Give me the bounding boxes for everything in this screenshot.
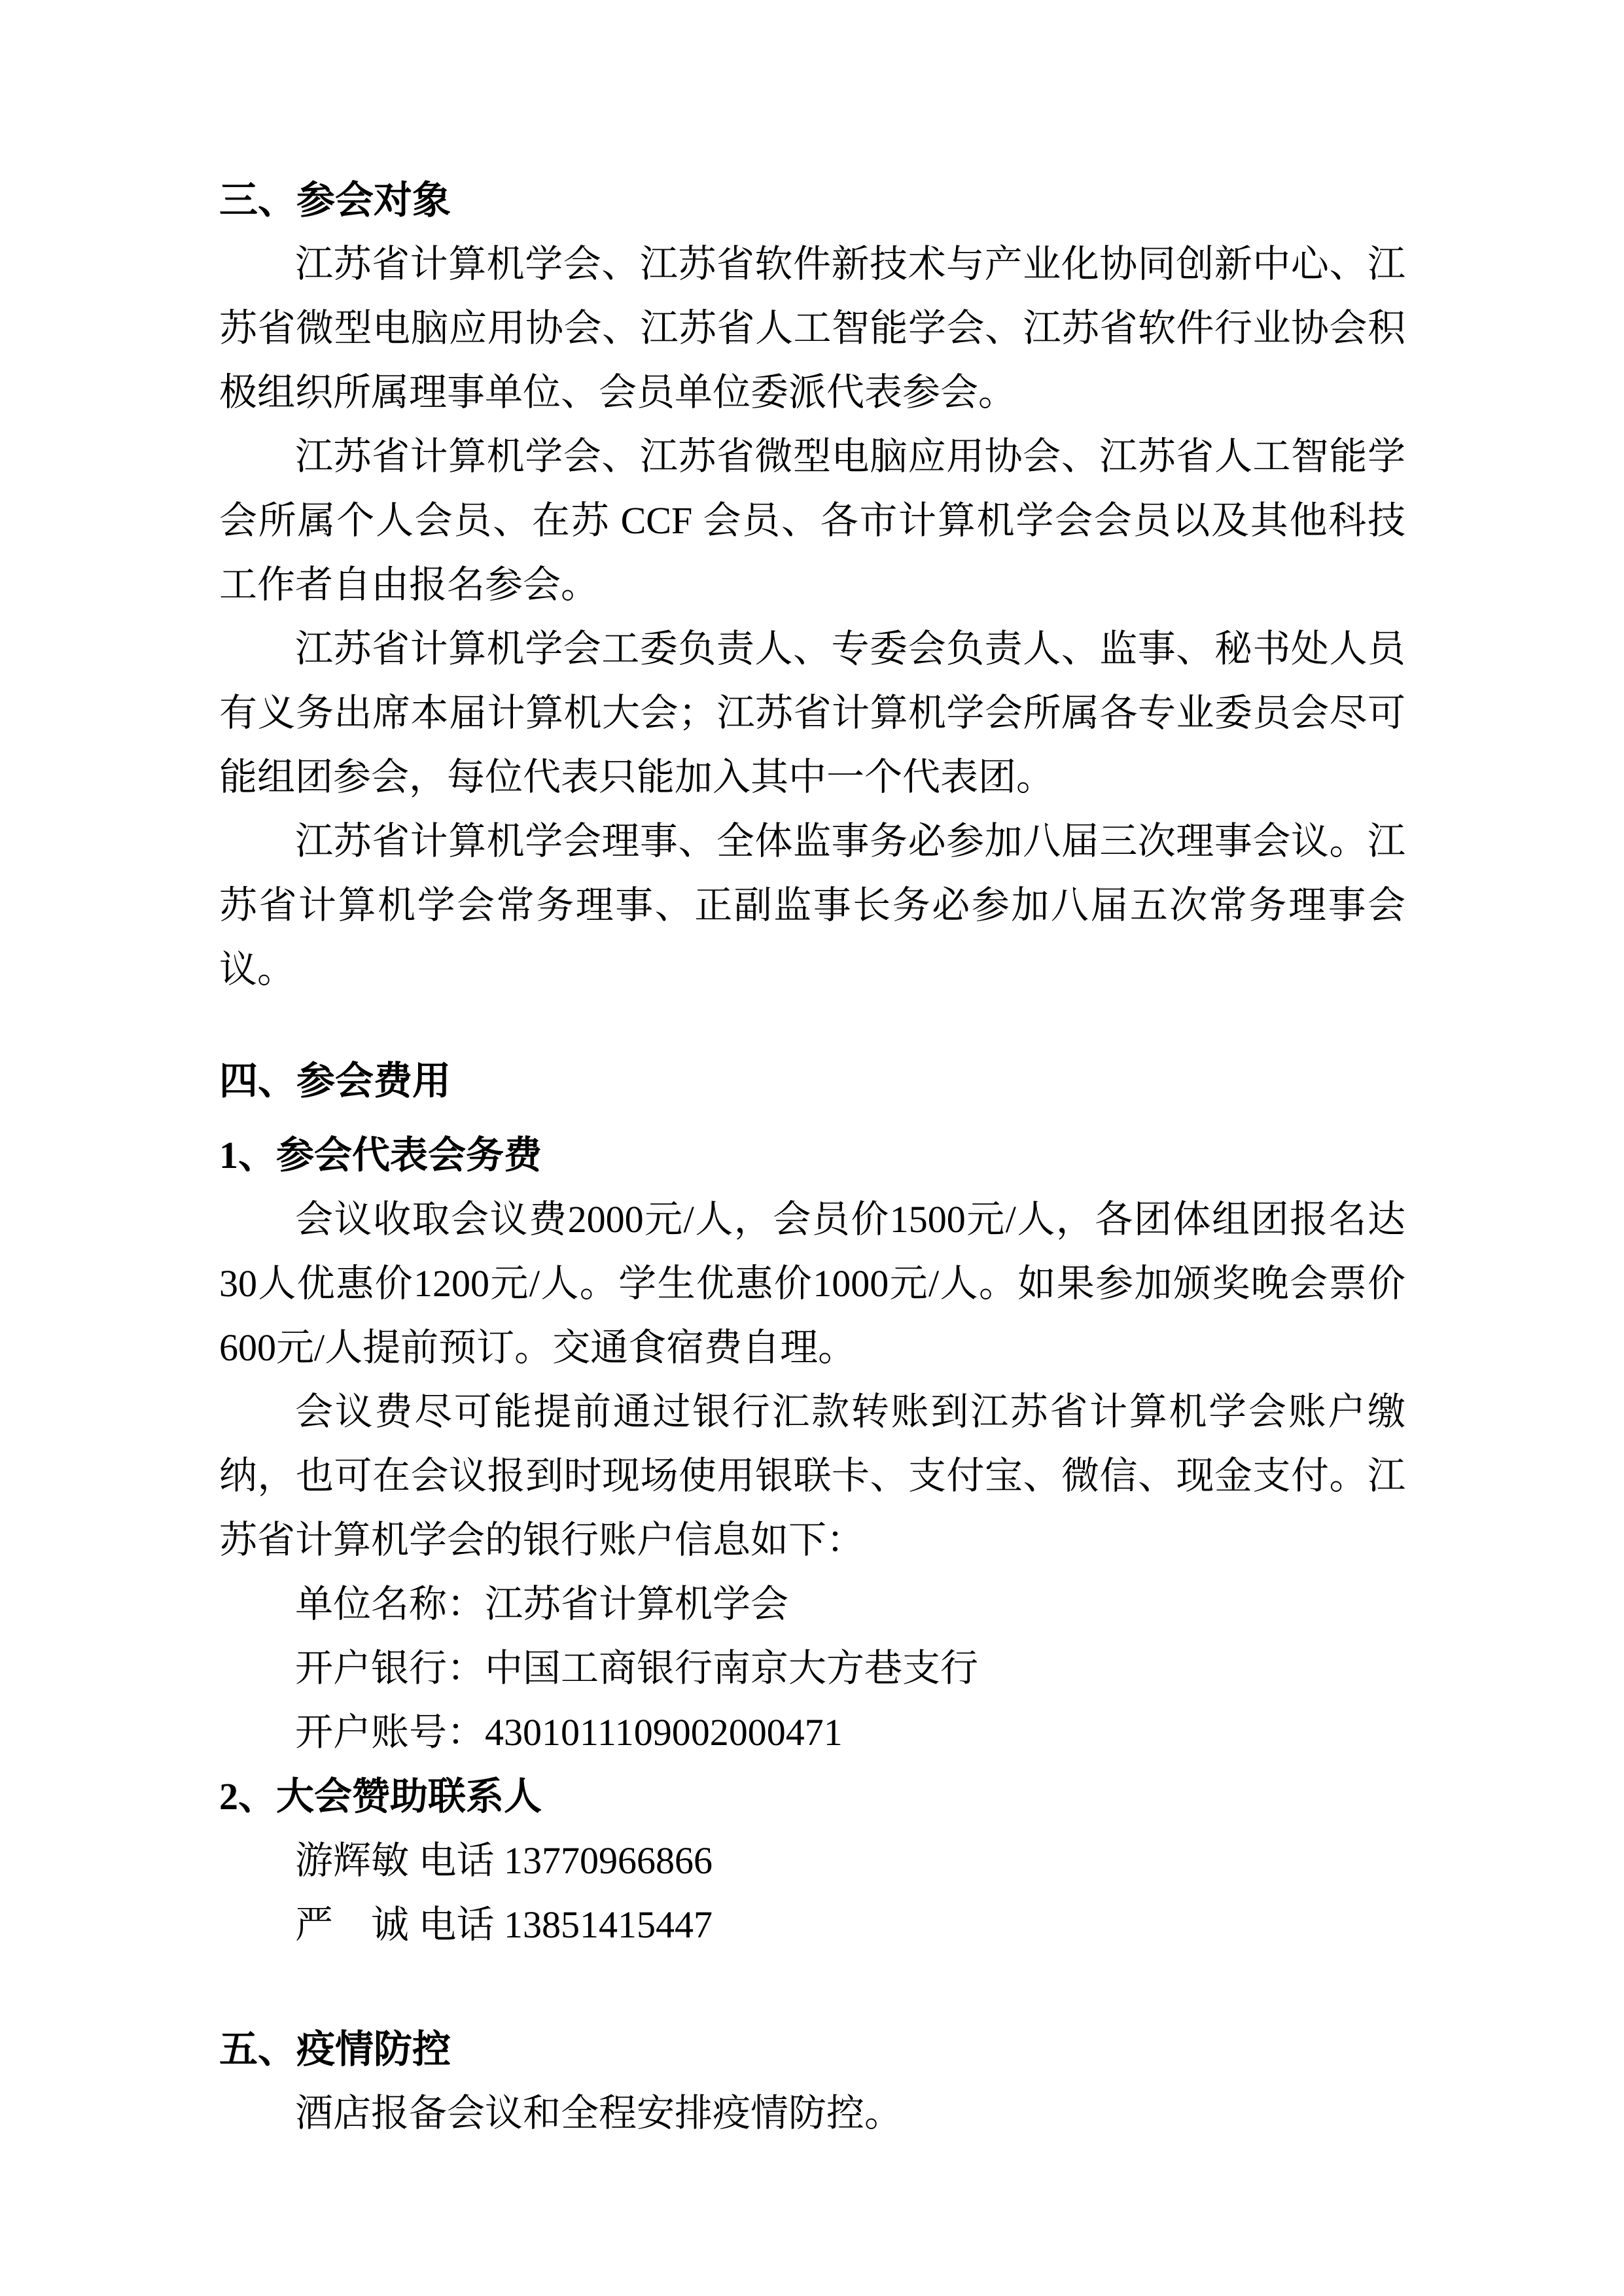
bank-account-number-line: 开户账号：4301011109002000471	[295, 1711, 843, 1754]
paragraph-fee-rates: 会议收取会议费2000元/人，会员价1500元/人，各团体组团报名达30人优惠价1200元/人。学生优惠价1000元/人。如果参加颁奖晚会票价600元/人提前预订。交通食宿费自理。	[219, 1198, 1405, 1369]
subsection-heading-sponsor-contacts: 2、大会赞助联系人	[219, 1775, 542, 1818]
section-heading-attendees: 三、参会对象	[219, 179, 451, 222]
bank-account-name-line: 单位名称：江苏省计算机学会	[295, 1583, 789, 1625]
bank-branch-line: 开户银行：中国工商银行南京大方巷支行	[295, 1647, 979, 1689]
paragraph-attendees-individual-members: 江苏省计算机学会、江苏省微型电脑应用协会、江苏省人工智能学会所属个人会员、在苏 CCF 会员、各市计算机学会会员以及其他科技工作者自由报名参会。	[219, 435, 1405, 606]
contact-line-yan-cheng: 严 诚 电话 13851415447	[295, 1903, 713, 1946]
paragraph-attendees-organizations: 江苏省计算机学会、江苏省软件新技术与产业化协同创新中心、江苏省微型电脑应用协会、江苏省人工智能学会、江苏省软件行业协会积极组织所属理事单位、会员单位委派代表参会。	[219, 243, 1405, 414]
paragraph-fee-payment-methods: 会议费尽可能提前通过银行汇款转账到江苏省计算机学会账户缴纳，也可在会议报到时现场使用银联卡、支付宝、微信、现金支付。江苏省计算机学会的银行账户信息如下：	[219, 1390, 1405, 1561]
section-heading-fees: 四、参会费用	[219, 1059, 451, 1103]
paragraph-attendees-directors-meetings: 江苏省计算机学会理事、全体监事务必参加八届三次理事会议。江苏省计算机学会常务理事、正副监事长务必参加八届五次常务理事会议。	[219, 820, 1405, 991]
paragraph-attendees-committee-duty: 江苏省计算机学会工委负责人、专委会负责人、监事、秘书处人员有义务出席本届计算机大会；江苏省计算机学会所属各专业委员会尽可能组团参会，每位代表只能加入其中一个代表团。	[219, 627, 1405, 798]
subsection-heading-registration-fee: 1、参会代表会务费	[219, 1134, 542, 1176]
paragraph-epidemic-prevention: 酒店报备会议和全程安排疫情防控。	[295, 2092, 903, 2134]
contact-line-you-huimin: 游辉敏 电话 13770966866	[295, 1839, 713, 1882]
section-heading-epidemic-prevention: 五、疫情防控	[219, 2028, 451, 2071]
document-content	[219, 168, 1405, 2146]
